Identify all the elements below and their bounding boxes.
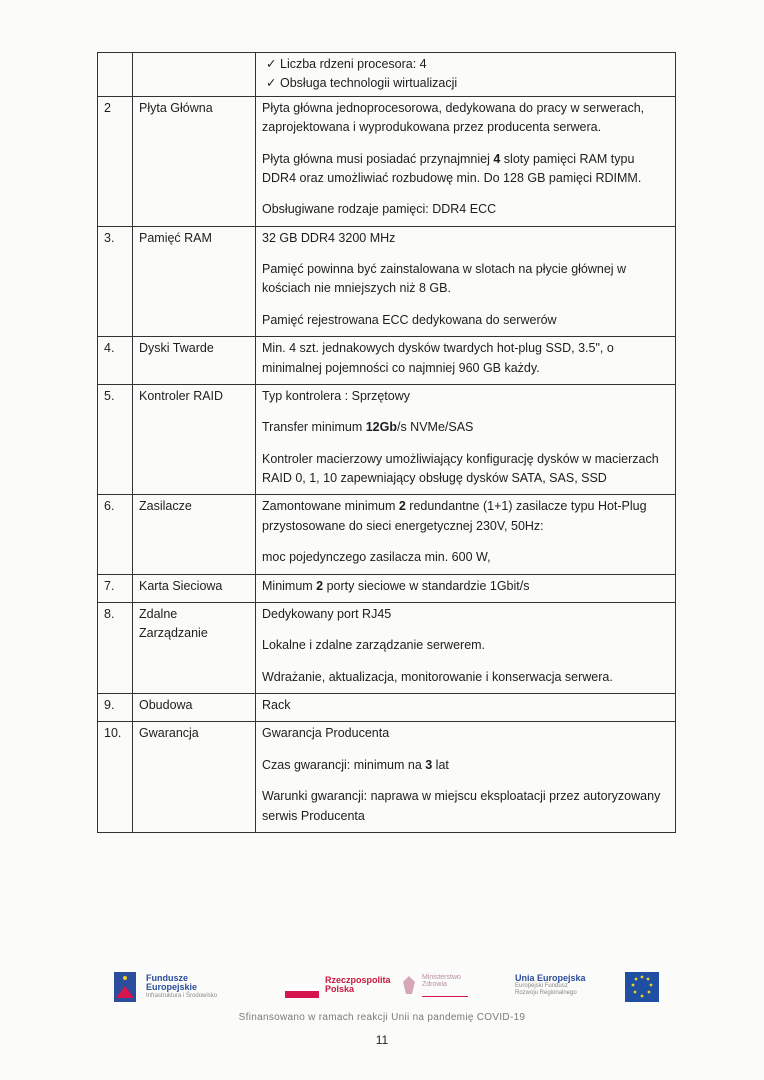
row-name-cell: Dyski Twarde — [133, 337, 256, 385]
description-paragraph — [262, 150, 669, 189]
description-paragraph — [262, 577, 669, 596]
logo-mz-line2: Zdrowia — [422, 981, 447, 989]
table-row — [98, 337, 676, 385]
description-paragraph — [262, 339, 669, 378]
description-text: Czas gwarancji: minimum na — [262, 757, 426, 772]
row-number-cell — [98, 53, 133, 97]
description-paragraph — [262, 724, 669, 743]
check-item-text: Liczba rdzeni procesora: 4 — [280, 57, 427, 71]
check-item — [262, 74, 669, 93]
description-paragraph — [262, 668, 669, 687]
emphasized-value: 4 — [493, 151, 501, 166]
row-desc-cell — [256, 694, 676, 722]
description-paragraph — [262, 311, 669, 330]
description-paragraph — [262, 99, 669, 138]
row-number-cell: 10. — [98, 722, 133, 833]
logo-fe-line2: Europejskie — [146, 982, 198, 993]
logo-unia-europejska — [515, 968, 665, 1008]
table-row — [98, 694, 676, 722]
logo-ue-line2: Europejski Fundusz — [515, 983, 568, 990]
description-text: Typ kontrolera : Sprzętowy — [262, 388, 410, 403]
description-text: Lokalne i zdalne zarządzanie serwerem. — [262, 638, 486, 653]
check-icon: ✓ — [266, 57, 277, 71]
description-text: lat — [432, 757, 449, 772]
table-row — [98, 495, 676, 574]
row-desc-cell — [256, 574, 676, 602]
logo-rp-line2: Polska — [325, 984, 355, 995]
description-paragraph — [262, 756, 669, 775]
row-name-cell: Zasilacze — [133, 495, 256, 574]
row-desc-cell — [256, 602, 676, 693]
description-text: Wdrażanie, aktualizacja, monitorowanie i konserwacja serwera. — [262, 669, 613, 684]
description-text: sloty pamięci RAM typu DDR4 oraz umożliwiać rozbudowę min. Do 128 GB pamięci RDIMM. — [262, 151, 642, 185]
check-item — [262, 55, 669, 74]
emphasized-value: 2 — [398, 499, 406, 514]
row-number-cell: 5. — [98, 384, 133, 495]
emphasized-value: 2 — [316, 578, 324, 593]
table-row-continued — [98, 53, 676, 97]
description-text: Pamięć rejestrowana ECC dedykowana do serwerów — [262, 312, 557, 327]
logo-rzeczpospolita — [285, 972, 405, 1008]
row-desc-cell — [256, 53, 676, 97]
logo-rp-line1: Rzeczpospolita — [325, 975, 391, 985]
table-row — [98, 574, 676, 602]
description-text: Warunki gwarancji: naprawa w miejscu eksploatacji przez autoryzowany serwis Producenta — [262, 789, 661, 823]
row-desc-cell — [256, 337, 676, 385]
cofinancing-note: Sfinansowano w ramach reakcji Unii na pandemię COVID-19 — [238, 1012, 526, 1023]
spec-table — [97, 52, 676, 833]
description-text: moc pojedynczego zasilacza min. 600 W, — [262, 550, 491, 565]
emphasized-value: 3 — [425, 757, 433, 772]
description-paragraph — [262, 787, 669, 826]
table-row — [98, 96, 676, 226]
logo-ue-line1: Unia Europejska — [515, 973, 586, 983]
logo-ue-line3: Rozwoju Regionalnego — [515, 989, 577, 996]
eu-flag-icon — [625, 972, 659, 1002]
description-text: Rack — [262, 698, 291, 712]
row-number-cell: 2 — [98, 96, 133, 226]
description-text: /s NVMe/SAS — [396, 420, 474, 435]
row-number-cell: 7. — [98, 574, 133, 602]
footer-logos — [100, 962, 660, 1008]
description-text: Gwarancja Producenta — [262, 726, 390, 741]
row-number-cell: 4. — [98, 337, 133, 385]
row-name-cell: Obudowa — [133, 694, 256, 722]
description-paragraph — [262, 260, 669, 299]
row-number-cell: 9. — [98, 694, 133, 722]
description-text: Kontroler macierzowy umożliwiający konfigurację dysków w macierzach RAID 0, 1, 10 zapewniający obsługę dysków SATA, SAS, SSD — [262, 451, 659, 485]
row-name-cell: Zdalne Zarządzanie — [133, 602, 256, 693]
description-paragraph — [262, 418, 669, 437]
description-text: Pamięć powinna być zainstalowana w slotach na płycie głównej w kościach nie mniejszych niż 8 GB. — [262, 262, 627, 296]
row-desc-cell — [256, 226, 676, 337]
table-row — [98, 226, 676, 337]
row-desc-cell — [256, 384, 676, 495]
description-paragraph — [262, 387, 669, 406]
pl-flag-icon — [285, 984, 319, 998]
row-desc-cell — [256, 495, 676, 574]
description-paragraph — [262, 605, 669, 624]
description-text: Minimum — [262, 578, 317, 593]
description-text: Dedykowany port RJ45 — [262, 606, 392, 621]
check-item-text: Obsługa technologii wirtualizacji — [280, 76, 458, 91]
description-text: Transfer minimum — [262, 420, 366, 435]
description-paragraph — [262, 497, 669, 536]
description-text: 32 GB DDR4 3200 MHz — [262, 230, 396, 245]
description-text: redundantne (1+1) zasilacze typu Hot-Plug przystosowane do sieci energetycznej 230V, 50Hz: — [262, 499, 647, 533]
table-row — [98, 602, 676, 693]
table-row — [98, 384, 676, 495]
description-paragraph — [262, 229, 669, 248]
description-text: Płyta główna musi posiadać przynajmniej — [262, 151, 494, 166]
row-number-cell: 8. — [98, 602, 133, 693]
fe-emblem-icon — [110, 968, 140, 1006]
description-paragraph — [262, 548, 669, 567]
row-name-cell: Gwarancja — [133, 722, 256, 833]
logo-fe-line3: Infrastruktura i Środowisko — [146, 992, 218, 999]
page-number: 11 — [375, 1033, 389, 1047]
row-number-cell: 3. — [98, 226, 133, 337]
logo-fundusze-europejskie — [110, 968, 260, 1008]
description-paragraph — [262, 696, 669, 715]
logo-mz-line1: Ministerstwo — [422, 974, 461, 981]
check-icon: ✓ — [266, 76, 277, 91]
description-paragraph — [262, 200, 669, 219]
logo-ministerstwo-zdrowia — [400, 968, 510, 1008]
row-name-cell: Kontroler RAID — [133, 384, 256, 495]
description-text: porty sieciowe w standardzie 1Gbit/s — [323, 578, 530, 593]
row-desc-cell — [256, 722, 676, 833]
row-name-cell: Płyta Główna — [133, 96, 256, 226]
row-name-cell: Pamięć RAM — [133, 226, 256, 337]
emphasized-value: 12Gb — [365, 420, 397, 435]
description-text: Zamontowane minimum — [262, 499, 399, 514]
table-row — [98, 722, 676, 833]
row-number-cell: 6. — [98, 495, 133, 574]
description-paragraph — [262, 450, 669, 489]
description-text: Obsługiwane rodzaje pamięci: DDR4 ECC — [262, 202, 497, 217]
logo-fe-line1: Fundusze — [146, 973, 188, 983]
row-name-cell: Karta Sieciowa — [133, 574, 256, 602]
description-paragraph — [262, 636, 669, 655]
row-name-cell — [133, 53, 256, 97]
description-text: Min. 4 szt. jednakowych dysków twardych hot-plug SSD, 3.5", o minimalnej pojemności co najmniej 960 GB każdy. — [262, 341, 614, 375]
description-text: Płyta główna jednoprocesorowa, dedykowana do pracy w serwerach, zaprojektowana i wyprodukowana przez producenta serwera. — [262, 100, 645, 135]
eagle-emblem-icon — [400, 974, 418, 998]
row-desc-cell — [256, 96, 676, 226]
